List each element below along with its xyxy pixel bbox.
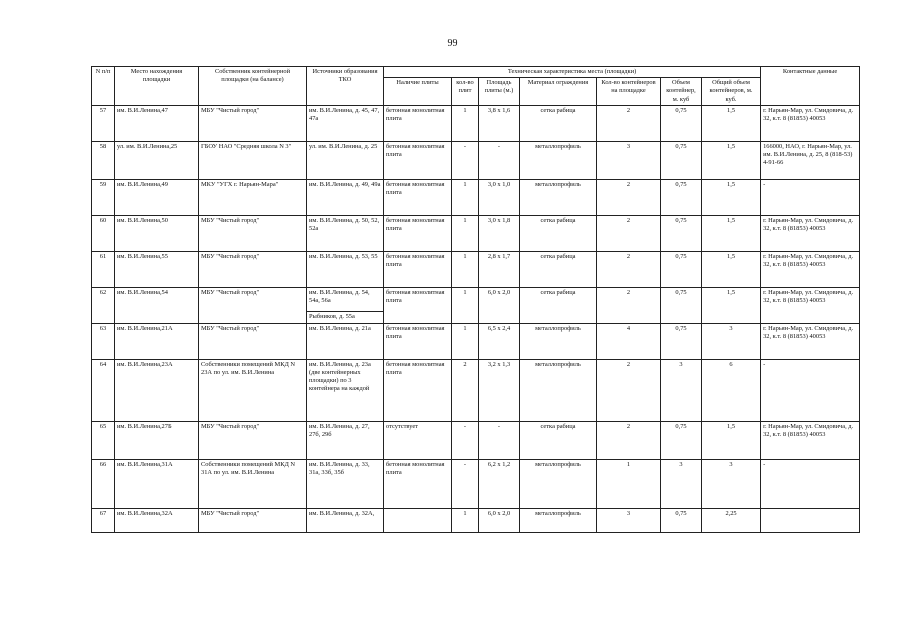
table-row	[92, 105, 860, 141]
cell-location: им. В.И.Ленина,55	[115, 251, 199, 287]
cell-num: 62	[92, 287, 115, 323]
cell-location: им. В.И.Ленина,32А	[115, 508, 199, 532]
cell-location: им. В.И.Ленина,31А	[115, 459, 199, 508]
cell-total-volume: 1,5	[702, 215, 761, 251]
cell-slab: бетонная монолитная плита	[384, 287, 452, 323]
cell-container-count: 2	[597, 287, 661, 323]
table-row	[92, 359, 860, 421]
cell-sources: ул. им. В.И.Ленина, д. 25	[307, 141, 384, 179]
header-slab-area: Площадь плиты (м.)	[479, 78, 520, 106]
cell-slab: бетонная монолитная плита	[384, 179, 452, 215]
header-owner: Собственник контейнерной площадки (на балансе)	[199, 67, 307, 106]
cell-slab: бетонная монолитная плита	[384, 105, 452, 141]
cell-slab-count: 1	[452, 179, 479, 215]
cell-slab-count: 1	[452, 508, 479, 532]
cell-fence: металлопрофиль	[520, 508, 597, 532]
cell-sources: им. В.И.Ленина, д. 53, 55	[307, 251, 384, 287]
cell-slab: бетонная монолитная плита	[384, 215, 452, 251]
cell-sources-main: им. В.И.Ленина, д. 54, 54а, 56а	[307, 288, 383, 312]
cell-total-volume: 1,5	[702, 421, 761, 459]
cell-fence: сетка рабица	[520, 251, 597, 287]
cell-contacts: г. Нарьян-Мар, ул. Смидовича, д. 32, к.т. 8 (81853) 40053	[761, 251, 860, 287]
cell-slab-count: -	[452, 421, 479, 459]
header-fence: Материал ограждения	[520, 78, 597, 106]
cell-sources: им. В.И.Ленина, д. 21а	[307, 323, 384, 359]
header-container-volume: Объем контейнер, м. куб	[661, 78, 702, 106]
cell-container-volume: 0,75	[661, 141, 702, 179]
cell-owner: МБУ "Чистый город"	[199, 508, 307, 532]
header-slab: Наличие плиты	[384, 78, 452, 106]
table-row	[92, 459, 860, 508]
header-num: N п/п	[92, 67, 115, 106]
cell-sources-extra: Рыбников, д. 55а	[309, 312, 355, 320]
cell-num: 57	[92, 105, 115, 141]
table-row	[92, 323, 860, 359]
cell-slab-count: 1	[452, 105, 479, 141]
cell-num: 61	[92, 251, 115, 287]
cell-container-volume: 0,75	[661, 508, 702, 532]
header-contacts: Контактные данные	[761, 67, 860, 106]
cell-owner: Собственники помещений МКД N 23А по ул. им. В.И.Ленина	[199, 359, 307, 421]
cell-sources: им. В.И.Ленина, д. 23а (две контейнерных площадки) по 3 контейнера на каждой	[307, 359, 384, 421]
cell-slab: бетонная монолитная плита	[384, 323, 452, 359]
cell-contacts: -	[761, 179, 860, 215]
cell-container-count: 3	[597, 141, 661, 179]
cell-total-volume: 2,25	[702, 508, 761, 532]
cell-container-volume: 0,75	[661, 215, 702, 251]
cell-container-count: 2	[597, 105, 661, 141]
cell-contacts: г. Нарьян-Мар, ул. Смидовича, д. 32, к.т. 8 (81853) 40053	[761, 105, 860, 141]
cell-owner: Собственники помещений МКД N 31А по ул. им. В.И.Ленина	[199, 459, 307, 508]
header-slab-count: кол-во плит	[452, 78, 479, 106]
cell-total-volume: 6	[702, 359, 761, 421]
cell-slab-area: -	[479, 421, 520, 459]
container-sites-table	[91, 66, 860, 533]
header-tech: Техническая характеристика места (площадки)	[384, 67, 761, 78]
cell-sources: им. В.И.Ленина, д. 27, 27б, 29б	[307, 421, 384, 459]
cell-container-count: 2	[597, 215, 661, 251]
cell-slab-area: 3,2 х 1,3	[479, 359, 520, 421]
cell-slab-count: 2	[452, 359, 479, 421]
header-sources: Источники образования ТКО	[307, 67, 384, 106]
cell-slab: отсутствует	[384, 421, 452, 459]
cell-location: им. В.И.Ленина,49	[115, 179, 199, 215]
cell-slab-area: 3,8 х 1,6	[479, 105, 520, 141]
cell-num: 65	[92, 421, 115, 459]
cell-location: им. В.И.Ленина,54	[115, 287, 199, 323]
cell-sources	[307, 287, 384, 323]
cell-total-volume: 3	[702, 323, 761, 359]
table-row	[92, 251, 860, 287]
cell-container-count: 4	[597, 323, 661, 359]
cell-location: им. В.И.Ленина,50	[115, 215, 199, 251]
cell-fence: металлопрофиль	[520, 323, 597, 359]
cell-location: ул. им. В.И.Ленина,25	[115, 141, 199, 179]
cell-slab-count: 1	[452, 323, 479, 359]
cell-slab: бетонная монолитная плита	[384, 141, 452, 179]
table-row	[92, 508, 860, 532]
cell-location: им. В.И.Ленина,21А	[115, 323, 199, 359]
cell-container-volume: 0,75	[661, 287, 702, 323]
cell-num: 60	[92, 215, 115, 251]
cell-owner: МБУ "Чистый город"	[199, 421, 307, 459]
header-total-volume: Общий объем контейнеров, м. куб.	[702, 78, 761, 106]
cell-contacts	[761, 508, 860, 532]
cell-container-volume: 0,75	[661, 251, 702, 287]
cell-contacts: г. Нарьян-Мар, ул. Смидовича, д. 32, к.т. 8 (81853) 40053	[761, 323, 860, 359]
cell-num: 66	[92, 459, 115, 508]
cell-slab-count: -	[452, 141, 479, 179]
cell-total-volume: 3	[702, 459, 761, 508]
cell-sources: им. В.И.Ленина, д. 45, 47, 47а	[307, 105, 384, 141]
cell-container-count: 1	[597, 459, 661, 508]
cell-contacts: г. Нарьян-Мар, ул. Смидовича, д. 32, к.т. 8 (81853) 40053	[761, 287, 860, 323]
cell-fence: металлопрофиль	[520, 459, 597, 508]
cell-container-count: 2	[597, 421, 661, 459]
cell-contacts: -	[761, 459, 860, 508]
table-row	[92, 141, 860, 179]
table-row	[92, 421, 860, 459]
cell-total-volume: 1,5	[702, 141, 761, 179]
cell-total-volume: 1,5	[702, 287, 761, 323]
cell-owner: МКУ "УГХ г. Нарьян-Мара"	[199, 179, 307, 215]
cell-sources: им. В.И.Ленина, д. 49, 49а	[307, 179, 384, 215]
cell-contacts: 166000, НАО, г. Нарьян-Мар, ул. им. В.И.Ленина, д. 25, 8 (818-53) 4-91-66	[761, 141, 860, 179]
cell-contacts: г. Нарьян-Мар, ул. Смидовича, д. 32, к.т. 8 (81853) 40053	[761, 215, 860, 251]
cell-owner: МБУ "Чистый город"	[199, 323, 307, 359]
cell-container-volume: 3	[661, 359, 702, 421]
cell-container-volume: 0,75	[661, 323, 702, 359]
cell-container-count: 2	[597, 251, 661, 287]
cell-location: им. В.И.Ленина,23А	[115, 359, 199, 421]
cell-container-volume: 0,75	[661, 105, 702, 141]
cell-fence: сетка рабица	[520, 215, 597, 251]
cell-location: им. В.И.Ленина,47	[115, 105, 199, 141]
table-header-row-1	[92, 67, 860, 78]
cell-num: 67	[92, 508, 115, 532]
cell-container-volume: 3	[661, 459, 702, 508]
cell-slab-count: -	[452, 459, 479, 508]
cell-container-count: 2	[597, 179, 661, 215]
cell-num: 59	[92, 179, 115, 215]
cell-slab-area: 6,2 х 1,2	[479, 459, 520, 508]
cell-sources: им. В.И.Ленина, д. 32А,	[307, 508, 384, 532]
cell-container-volume: 0,75	[661, 179, 702, 215]
cell-slab: бетонная монолитная плита	[384, 251, 452, 287]
cell-slab-count: 1	[452, 251, 479, 287]
page-number: 99	[447, 38, 458, 49]
cell-fence: сетка рабица	[520, 287, 597, 323]
cell-num: 58	[92, 141, 115, 179]
cell-slab-count: 1	[452, 287, 479, 323]
cell-sources: им. В.И.Ленина, д. 33, 31а, 33б, 35б	[307, 459, 384, 508]
cell-contacts: г. Нарьян-Мар, ул. Смидовича, д. 32, к.т. 8 (81853) 40053	[761, 421, 860, 459]
cell-slab: бетонная монолитная плита	[384, 359, 452, 421]
cell-slab-area: 3,0 х 1,0	[479, 179, 520, 215]
cell-slab: бетонная монолитная плита	[384, 459, 452, 508]
table-row	[92, 179, 860, 215]
cell-fence: сетка рабица	[520, 105, 597, 141]
cell-container-count: 3	[597, 508, 661, 532]
cell-fence: металлопрофиль	[520, 141, 597, 179]
cell-owner: ГБОУ НАО "Средняя школа N 3"	[199, 141, 307, 179]
table-row	[92, 215, 860, 251]
header-location: Место нахождения площадки	[115, 67, 199, 106]
cell-container-volume: 0,75	[661, 421, 702, 459]
cell-owner: МБУ "Чистый город"	[199, 215, 307, 251]
cell-total-volume: 1,5	[702, 179, 761, 215]
cell-slab-count: 1	[452, 215, 479, 251]
cell-contacts: -	[761, 359, 860, 421]
cell-slab-area: -	[479, 141, 520, 179]
header-container-count: Кол-во контейнеров на площадке	[597, 78, 661, 106]
cell-sources: им. В.И.Ленина, д. 50, 52, 52а	[307, 215, 384, 251]
cell-total-volume: 1,5	[702, 251, 761, 287]
cell-total-volume: 1,5	[702, 105, 761, 141]
cell-owner: МБУ "Чистый город"	[199, 105, 307, 141]
cell-slab-area: 6,5 х 2,4	[479, 323, 520, 359]
table-row	[92, 287, 860, 323]
cell-slab-area: 2,8 х 1,7	[479, 251, 520, 287]
cell-location: им. В.И.Ленина,27Б	[115, 421, 199, 459]
cell-slab-area: 6,0 х 2,0	[479, 508, 520, 532]
cell-slab-area: 6,0 х 2,0	[479, 287, 520, 323]
cell-fence: сетка рабица	[520, 421, 597, 459]
cell-owner: МБУ "Чистый город"	[199, 251, 307, 287]
cell-slab	[384, 508, 452, 532]
cell-container-count: 2	[597, 359, 661, 421]
cell-num: 63	[92, 323, 115, 359]
cell-num: 64	[92, 359, 115, 421]
cell-slab-area: 3,0 х 1,8	[479, 215, 520, 251]
cell-fence: металлопрофиль	[520, 179, 597, 215]
cell-owner: МБУ "Чистый город"	[199, 287, 307, 323]
cell-fence: металлопрофиль	[520, 359, 597, 421]
